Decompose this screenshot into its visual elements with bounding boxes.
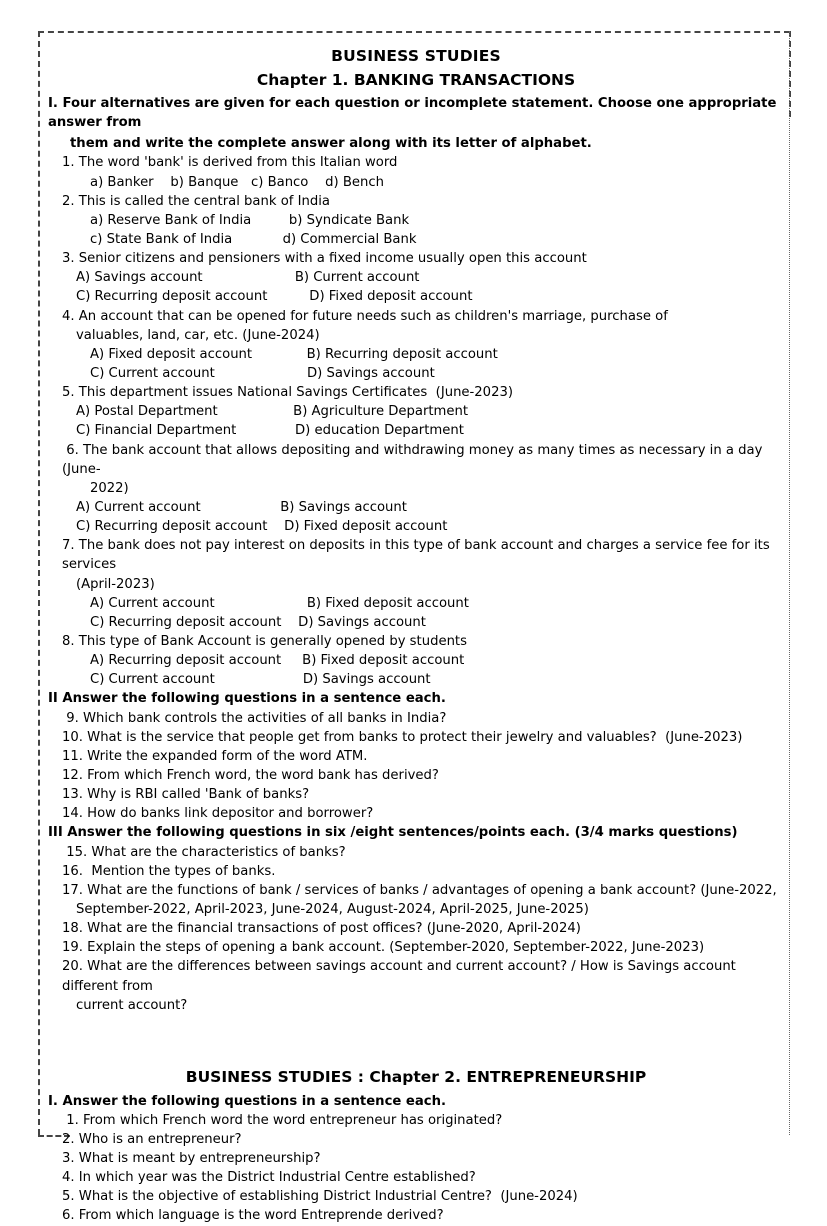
section-III-heading: III Answer the following questions in six /eight sentences/points each. (3/4 marks questions) [48, 825, 738, 841]
section-III-question: 16. Mention the types of banks. [62, 863, 276, 879]
chapter2-question: 5. What is the objective of establishing District Industrial Centre? (June-2024) [62, 1189, 578, 1205]
section-I-heading-line2: them and write the complete answer along with its letter of alphabet. [70, 136, 592, 152]
chapter2-question: 3. What is meant by entrepreneurship? [62, 1151, 321, 1166]
mcq-options: C) Recurring deposit account D) Fixed deposit account [76, 519, 448, 535]
mcq-question: 6. The bank account that allows depositing and withdrawing money as many times as necessary in a day (June- [62, 442, 771, 477]
chapter2-question: 4. In which year was the District Industrial Centre established? [62, 1170, 476, 1186]
chapter2-question: 6. From which language is the word Entreprende derived? [62, 1208, 444, 1224]
section-III-question: 15. What are the characteristics of banks? [62, 844, 346, 860]
document-content [48, 44, 784, 1226]
mcq-question: 7. The bank does not pay interest on deposits in this type of bank account and charges a service fee for its services [62, 538, 774, 573]
section-II-question: 11. Write the expanded form of the word ATM. [62, 748, 368, 764]
page-border-top [38, 31, 790, 33]
section-III-question: 18. What are the financial transactions of post offices? (June-2020, April-2024) [62, 921, 581, 937]
section-II-question: 9. Which bank controls the activities of all banks in India? [62, 710, 447, 726]
page-border-left [38, 31, 40, 1135]
mcq-question-cont: 2022) [90, 480, 129, 496]
mcq-options: c) State Bank of India d) Commercial Bank [90, 232, 417, 248]
section-II-question: 14. How do banks link depositor and borrower? [62, 806, 374, 822]
mcq-options: A) Savings account B) Current account [76, 270, 420, 286]
page-border-right-dotted [789, 31, 790, 1135]
section-II-heading: II Answer the following questions in a sentence each. [48, 691, 446, 707]
mcq-options: a) Reserve Bank of India b) Syndicate Bank [90, 212, 410, 228]
section-I-heading-line1: I. Four alternatives are given for each question or incomplete statement. Choose one appropriate answer from [48, 96, 777, 131]
mcq-options: a) Banker b) Banque c) Banco d) Bench [90, 174, 384, 190]
chapter1-title: Chapter 1. BANKING TRANSACTIONS [256, 71, 576, 90]
chapter2-title: BUSINESS STUDIES : Chapter 2. ENTREPRENEURSHIP [185, 1067, 647, 1086]
mcq-question: 1. The word 'bank' is derived from this Italian word [62, 155, 398, 171]
mcq-options: A) Fixed deposit account B) Recurring deposit account [90, 346, 498, 362]
mcq-options: A) Current account B) Fixed deposit account [90, 595, 469, 611]
section-III-question-cont: September-2022, April-2023, June-2024, August-2024, April-2025, June-2025) [76, 901, 589, 917]
subject-title: BUSINESS STUDIES [331, 47, 501, 65]
section-III-question: 20. What are the differences between savings account and current account? / How is Savings account different from [62, 959, 741, 994]
section-II-question: 12. From which French word, the word bank has derived? [62, 767, 439, 783]
mcq-options: C) Recurring deposit account D) Savings account [90, 614, 426, 630]
mcq-options: A) Postal Department B) Agriculture Department [76, 404, 469, 420]
mcq-options: C) Current account D) Savings account [90, 672, 431, 688]
mcq-question: 4. An account that can be opened for future needs such as children's marriage, purchase of [62, 308, 668, 324]
section-III-question: 17. What are the functions of bank / services of banks / advantages of opening a bank account? (June-2022, [62, 882, 777, 898]
mcq-question: 2. This is called the central bank of India [62, 193, 330, 209]
mcq-options: C) Current account D) Savings account [90, 366, 435, 381]
mcq-question: 8. This type of Bank Account is generally opened by students [62, 633, 467, 649]
section-spacer [48, 1015, 784, 1061]
mcq-options: A) Current account B) Savings account [76, 499, 407, 515]
section-III-question-cont: current account? [76, 997, 188, 1013]
mcq-options: C) Recurring deposit account D) Fixed deposit account [76, 289, 473, 305]
section-II-question: 10. What is the service that people get from banks to protect their jewelry and valuables? (June-2023) [62, 729, 743, 745]
mcq-question-cont: (April-2023) [76, 576, 155, 592]
mcq-options: A) Recurring deposit account B) Fixed deposit account [90, 653, 465, 669]
chapter2-section-heading: I. Answer the following questions in a sentence each. [48, 1093, 446, 1109]
chapter2-question: 2. Who is an entrepreneur? [62, 1131, 242, 1147]
section-II-question: 13. Why is RBI called 'Bank of banks? [62, 787, 310, 803]
section-III-question: 19. Explain the steps of opening a bank account. (September-2020, September-2022, June-2023) [62, 940, 705, 956]
chapter2-question: 1. From which French word the word entrepreneur has originated? [62, 1112, 503, 1128]
mcq-options: C) Financial Department D) education Department [76, 423, 464, 439]
mcq-question: 3. Senior citizens and pensioners with a fixed income usually open this account [62, 251, 587, 267]
mcq-question: 5. This department issues National Savings Certificates (June-2023) [62, 385, 514, 401]
mcq-question-cont: valuables, land, car, etc. (June-2024) [76, 327, 320, 343]
